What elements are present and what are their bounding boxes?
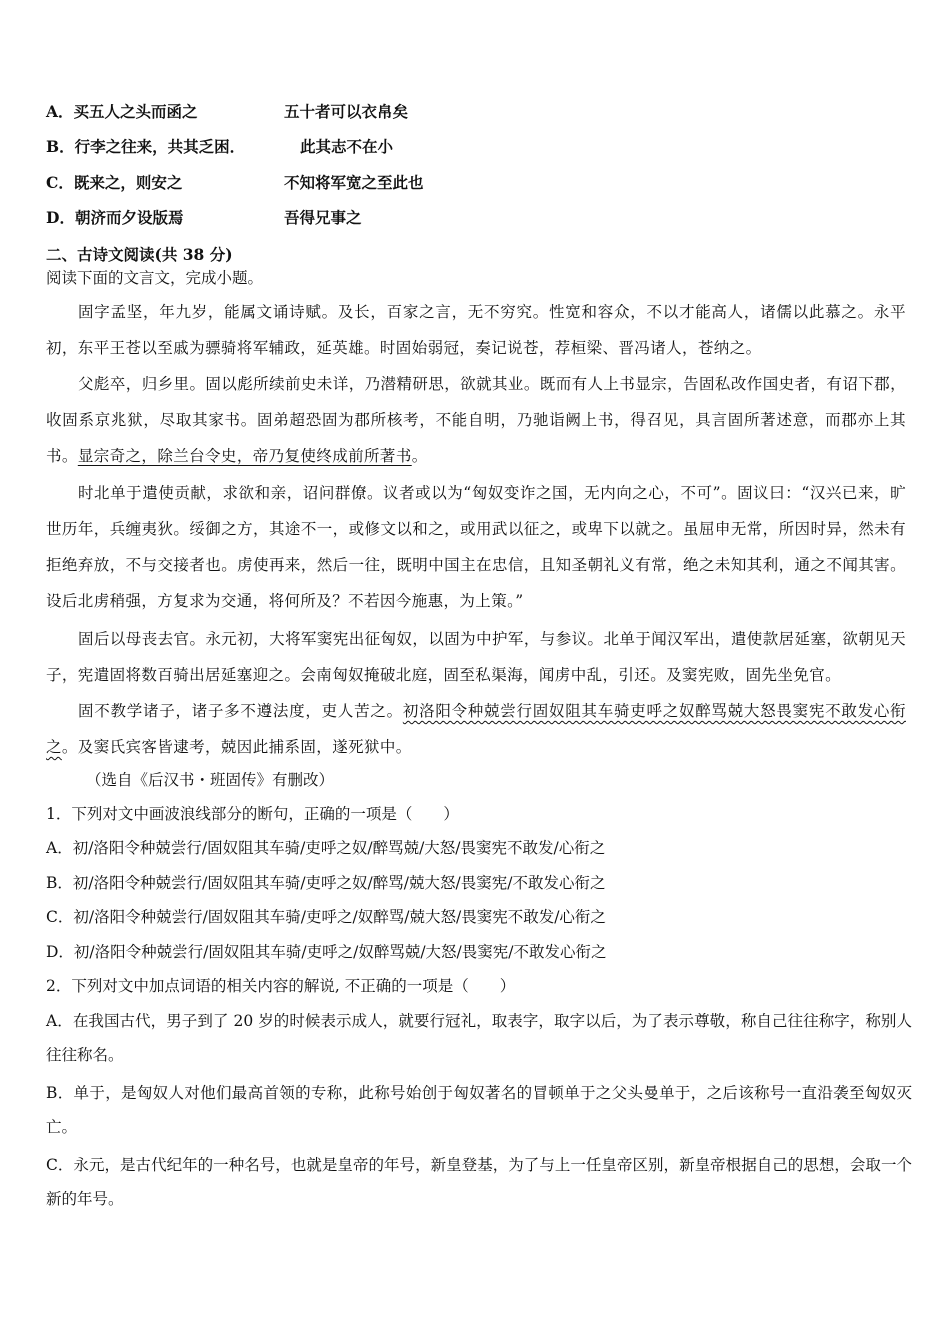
option-c-row <box>46 171 424 195</box>
passage-paragraph-5 <box>46 693 906 765</box>
passage-paragraph-3: 时北单于遣使贡献，求欲和亲，诏问群僚。议者或以为“匈奴变诈之国，无内向之心，不可”。固议曰：“汉兴已来，旷世历年，兵缠夷狄。绥御之方，其途不一，或修文以和之，或用武以征之，或卑下以就之。虽屈申无常，所因时异，然未有拒绝弃放，不与交接者也。虏使再来，然后一往，既明中国主在忠信，且知圣朝礼义有常，绝之未知其利，通之不闻其害。设后北虏稍强，方复求为交通，将何所及？不若因今施惠，为上策。” <box>46 484 906 610</box>
question-1-option-d: D．初/洛阳令种兢尝行/固奴阻其车骑/吏呼之/奴醉骂兢/大怒/畏窦宪/不敢发心衔之 <box>46 943 607 961</box>
option-d-row <box>46 206 362 230</box>
question-2-option-a: A．在我国古代，男子到了 20 岁的时候表示成人，就要行冠礼，取表字，取字以后，为了表示尊敬，称自己往往称字，称别人往往称名。 <box>46 1012 912 1064</box>
question-1-option-c: C．初/洛阳令种兢尝行/固奴阻其车骑/吏呼之/奴醉骂/兢大怒/畏窦宪不敢发/心衔之 <box>46 908 606 926</box>
section-title: 二、古诗文阅读(共 38 分) <box>46 245 233 264</box>
passage-source: （选自《后汉书・班固传》有删改） <box>86 771 335 789</box>
option-d-left: D．朝济而夕设版焉 <box>46 208 184 227</box>
question-1-stem: 1．下列对文中画波浪线部分的断句，正确的一项是（ ） <box>46 805 459 823</box>
question-2-option-b: B．单于，是匈奴人对他们最高首领的专称，此称号始创于匈奴著名的冒顿单于之父头曼单于，之后该称号一直沿袭至匈奴灭亡。 <box>46 1084 912 1136</box>
option-a-left: A．买五人之头而函之 <box>46 102 198 121</box>
question-2-stem: 2．下列对文中加点词语的相关内容的解说, 不正确的一项是（ ） <box>46 977 516 995</box>
option-b-row <box>46 135 393 159</box>
option-c-left: C．既来之，则安之 <box>46 173 183 192</box>
passage-paragraph-4: 固后以母丧去官。永元初，大将军窦宪出征匈奴，以固为中护军，与参议。北单于闻汉军出，遣使款居延塞，欲朝见天子，宪遣固将数百骑出居延塞迎之。会南匈奴掩破北庭，固至私渠海，闻虏中乱，引还。及窦宪败，固先坐免官。 <box>46 630 906 684</box>
passage-paragraph-1: 固字孟坚，年九岁，能属文诵诗赋。及长，百家之言，无不穷究。性宽和容众，不以才能高人，诸儒以此慕之。永平初，东平王苍以至戚为骠骑将军辅政，延英雄。时固始弱冠，奏记说苍，荐桓梁、晋冯诸人，苍纳之。 <box>46 303 906 357</box>
question-2-option-c: C．永元，是古代纪年的一种名号，也就是皇帝的年号，新皇登基，为了与上一任皇帝区别，新皇帝根据自己的思想，会取一个新的年号。 <box>46 1156 912 1208</box>
option-b-left: B．行李之往来，共其乏困． <box>46 137 246 156</box>
passage-p5-end: 。及窦氏宾客皆逮考，兢因此捕系固，遂死狱中。 <box>61 738 412 756</box>
passage-p2-text: 父彪卒，归乡里。固以彪所续前史未详，乃潜精研思，欲就其业。既而有人上书显宗，告固私改作国史者，有诏下郡，收固系京兆狱，尽取其家书。固弟超恐固为郡所核考，不能自明，乃驰诣阙上书，得召见，具言固所著述意，而郡亦上其书。 <box>46 375 906 465</box>
section-instruction: 阅读下面的文言文，完成小题。 <box>46 269 264 287</box>
option-a-right: 五十者可以衣帛矣 <box>284 102 409 121</box>
option-b-right: 此其志不在小 <box>300 137 394 156</box>
wavy-underlined-sentence: 初洛阳令种兢尝行固奴阻其车骑吏呼之奴醉骂兢大怒畏窦宪不敢发心衔之 <box>46 702 906 756</box>
option-c-right: 不知将军宽之至此也 <box>284 173 424 192</box>
underlined-sentence: 显宗奇之，除兰台令史，帝乃复使终成前所著书 <box>77 447 412 465</box>
question-1-option-a: A．初/洛阳令种兢尝行/固奴阻其车骑/吏呼之奴/醉骂兢/大怒/畏窦宪不敢发/心衔之 <box>46 839 606 857</box>
option-a-row <box>46 100 408 124</box>
passage-p5-text: 固不教学诸子，诸子多不遵法度，吏人苦之。 <box>78 702 403 720</box>
question-1-option-b: B．初/洛阳令种兢尝行/固奴阻其车骑/吏呼之奴/醉骂/兢大怒/畏窦宪/不敢发心衔之 <box>46 874 606 892</box>
passage-paragraph-2 <box>46 366 906 474</box>
option-d-right: 吾得兄事之 <box>284 208 362 227</box>
passage-p2-end: 。 <box>411 447 428 465</box>
